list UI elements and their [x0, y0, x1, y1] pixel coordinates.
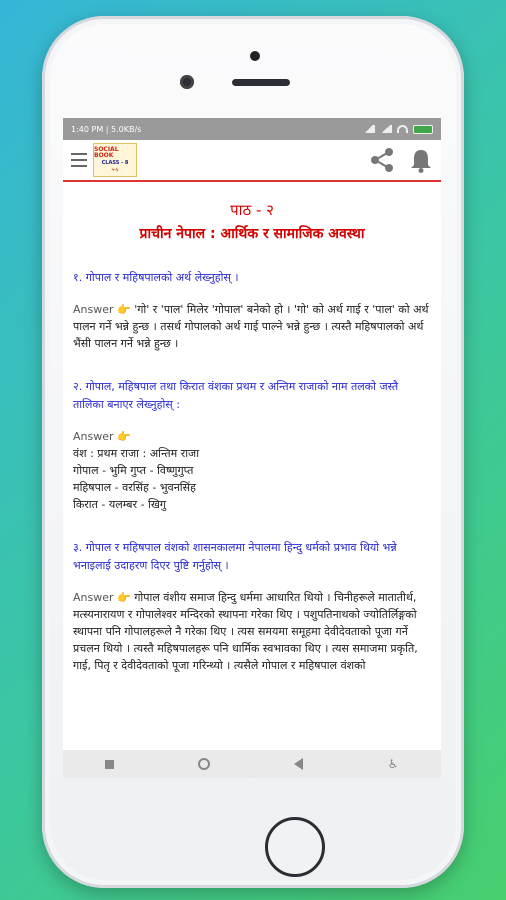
app-logo	[93, 143, 137, 177]
answer-line: महिषपाल - वरसिंह - भुवनसिंह	[73, 481, 196, 494]
front-camera	[250, 51, 260, 61]
app-bar	[63, 140, 441, 182]
status-bar	[63, 118, 441, 140]
lesson-number: पाठ - २	[230, 201, 274, 219]
answer-label: Answer	[73, 430, 114, 443]
logo-line-1: SOCIAL BOOK	[94, 146, 119, 159]
signal-icon	[363, 125, 375, 133]
home-button[interactable]	[265, 817, 325, 877]
accessibility-icon[interactable]: ♿	[387, 757, 399, 771]
status-time: 1:40 PM | 5.0KB/s	[71, 124, 142, 134]
question-1: १. गोपाल र महिषपालको अर्थ लेख्नुहोस् ।	[73, 271, 239, 284]
answer-3	[73, 589, 431, 674]
signal-icon-2	[380, 125, 392, 133]
earpiece-speaker	[232, 79, 290, 86]
answer-2	[73, 428, 431, 513]
question-2: २. गोपाल, महिषपाल तथा किरात वंशका प्रथम र अन्तिम राजाको नाम तलको जस्तै तालिका बनाएर लेख्नुहोस् :	[73, 380, 399, 411]
pointing-hand-icon: 👉	[117, 303, 131, 316]
home-circle-icon[interactable]	[198, 758, 210, 770]
answer-text: गोपाल वंशीय समाज हिन्दु धर्ममा आधारित थियो । चिनीहरूले मातातीर्थ, मत्स्यनारायण र गोपालेश्वर मन्दिरको स्थापना गरेका थिए । पशुपतिनाथको ज्योतिर्लिङ्गको स्थापना पनि गोपालहरूले नै गरेका थिए । त्यस समयमा समूहमा देवीदेवताको पूजा गर्ने प्रचलन थियो । त्यस्तै महिषपालहरू पनि धार्मिक स्वभावका थिए । त्यस समाजमा प्रकृति, गाई, पितृ र देवीदेवताको पूजा गरिन्थ्यो । त्यसैले गोपाल र महिषपाल वंशको	[73, 591, 418, 672]
pointing-hand-icon: 👉	[117, 591, 131, 604]
pointing-hand-icon: 👉	[117, 430, 131, 443]
question-3: ३. गोपाल र महिषपाल वंशको शासनकालमा नेपालमा हिन्दु धर्मको प्रभाव थियो भन्ने भनाइलाई उदाहरण दिएर पुष्टि गर्नुहोस् ।	[73, 541, 397, 572]
android-nav-bar	[63, 750, 441, 778]
battery-icon	[413, 125, 433, 134]
answer-line: वंश : प्रथम राजा : अन्तिम राजा	[73, 447, 200, 460]
lesson-content	[63, 182, 441, 750]
hamburger-menu-icon[interactable]	[71, 153, 87, 167]
answer-label: Answer	[73, 303, 114, 316]
answer-1	[73, 301, 431, 352]
logo-line-2: CLASS - 8	[101, 160, 129, 166]
answer-line: गोपाल - भुमि गुप्त - विष्णुगुप्त	[73, 464, 194, 477]
answer-text: 'गो' र 'पाल' मिलेर 'गोपाल' बनेको हो । 'गो' को अर्थ गाई र 'पाल' को अर्थ पालन गर्ने भन्ने हुन्छ । तसर्थ गोपालको अर्थ गाई पाल्ने भन्ने हुन्छ । त्यस्तै महिषपालको अर्थ भैंसी पालन गर्ने भन्ने हुन्छ ।	[73, 303, 429, 350]
share-icon[interactable]	[367, 145, 397, 175]
lesson-title: प्राचीन नेपाल : आर्थिक र सामाजिक अवस्था	[139, 226, 365, 242]
recent-apps-icon[interactable]	[105, 760, 114, 769]
wifi-icon	[397, 125, 408, 133]
proximity-sensor	[180, 75, 194, 89]
answer-line: किरात - यलम्बर - खिगु	[73, 498, 167, 511]
notification-bell-icon[interactable]	[409, 147, 433, 173]
back-icon[interactable]	[294, 758, 303, 770]
answer-label: Answer	[73, 591, 114, 604]
logo-line-3: ५-६	[111, 167, 119, 173]
screen	[63, 118, 441, 778]
